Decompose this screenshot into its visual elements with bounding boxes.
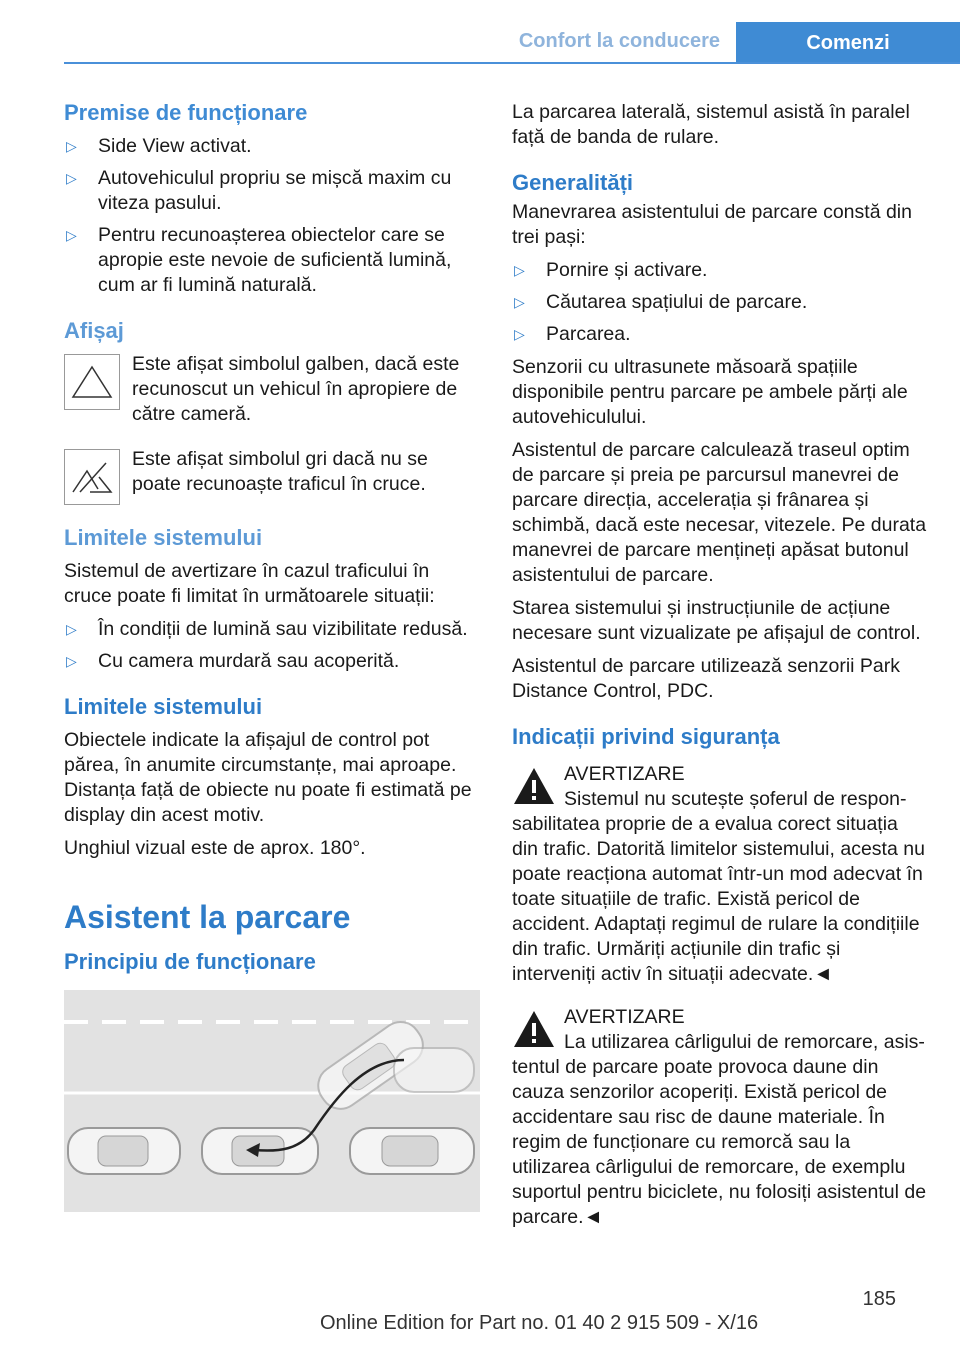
triangle-bullet-icon: ▷ (66, 653, 77, 669)
paragraph-route: Asistentul de parcare calculează traseul optim de parcare și preia pe parcursul manevrei de parcare direcția, accelerația și frânarea și schimbă, dacă este necesar, vitezele. Pe durata manevrei de parcare mențineți apăsat butonul asistentului de parcare. (512, 439, 927, 586)
crossed-triangle-symbol-icon (64, 449, 120, 505)
header-rule (64, 62, 960, 64)
list-item: ▷ Pornire și activare. (514, 259, 708, 281)
premise-title: Premise de funcționare (64, 100, 308, 125)
intro-paragraph: La parcarea laterală, sistemul asistă în paralel față de banda de rulare. (512, 101, 910, 148)
page-header (0, 22, 960, 62)
list-item: ▷ În condiții de lumină sau vizibilitate redusă. (66, 618, 468, 640)
warning-title: AVERTIZARE (564, 1006, 685, 1028)
safety-title: Indicații privind siguranța (512, 724, 780, 749)
triangle-bullet-icon: ▷ (514, 326, 525, 342)
parked-car-left (68, 1128, 180, 1174)
warning-first-line: La utilizarea cârligului de remorcare, asis- (564, 1031, 925, 1053)
limits-list (64, 617, 482, 674)
edition-text: Online Edition for Part no. 01 40 2 915 509 - X/16 (320, 1312, 759, 1334)
general-list (512, 258, 928, 347)
warning-text: sabilitatea proprie de a evalua corect situația din trafic. Datorită limitelor sistemului, acesta nu poate reacționa automat într-un mod adecvat în toate situațiile de trafic. Există pericol de accident. Adaptați regimul de rulare la condițiile din trafic. Urmăriți acțiunile din trafic și interveniți activ în situații adecvate.◄ (512, 813, 925, 985)
paragraph-status: Starea sistemului și instrucțiunile de acțiune necesare sunt vizualizate pe afișajul de control. (512, 597, 921, 644)
page-footer (0, 1286, 960, 1346)
triangle-bullet-icon: ▷ (514, 262, 525, 278)
limits-paragraph-2: Unghiul vizual este de aprox. 180°. (64, 837, 366, 859)
limits-intro: Sistemul de avertizare în cazul traficului în cruce poate fi limitat în următoarele situații: (64, 560, 435, 607)
list-item: ▷ Căutarea spațiului de parcare. (514, 291, 808, 313)
symbol-row-gray (64, 447, 482, 505)
main-title: Asistent la parcare (64, 899, 351, 935)
warning-icon (512, 766, 556, 806)
list-item: ▷ Autovehiculul propriu se mișcă maxim cu viteza pasului. (66, 167, 452, 214)
afisaj-title: Afișaj (64, 318, 124, 343)
principle-title: Principiu de funcționare (64, 949, 316, 974)
paragraph-pdc: Asistentul de parcare utilizează senzorii Park Distance Control, PDC. (512, 655, 901, 702)
warning-first-line: Sistemul nu scutește șoferul de respon- (564, 788, 907, 810)
warning-block-1 (512, 762, 928, 987)
list-item: ▷ Side View activat. (66, 135, 252, 157)
triangle-bullet-icon: ▷ (514, 294, 525, 310)
premise-list (64, 134, 482, 298)
warning-text: tentul de parcare poate provoca daune din cauza senzorilor acoperiți. Există pericol de accidentare sau risc de daune materiale. În regim de funcționare cu remorcă sau la utilizarea cârligului de remorcare, de exemplu suportul pentru biciclete, nu folosiți asistentul de parcare.◄ (512, 1056, 927, 1228)
header-tab: Comenzi (736, 22, 960, 62)
triangle-bullet-icon: ▷ (66, 170, 77, 186)
limits-title-1: Limitele sistemului (64, 525, 263, 550)
warning-block-2 (512, 1005, 928, 1230)
list-item: ▷ Parcarea. (514, 323, 631, 345)
triangle-bullet-icon: ▷ (66, 227, 77, 243)
limits-paragraph-1: Obiectele indicate la afișajul de control pot părea, în anumite circumstanțe, mai aproape. Distanța față de obiecte nu poate fi estimată pe display din acest motiv. (64, 729, 472, 826)
parked-car-right (350, 1128, 474, 1174)
symbol-gray-text: Este afișat simbolul gri dacă nu se poate recunoaște traficul în cruce. (132, 448, 428, 495)
warning-icon (512, 1009, 556, 1049)
warning-triangle-symbol-icon (64, 354, 120, 410)
limits-title-2: Limitele sistemului (64, 694, 263, 719)
general-title: Generalități (512, 170, 634, 195)
triangle-bullet-icon: ▷ (66, 138, 77, 154)
list-item: ▷ Pentru recunoașterea obiectelor care se apropie este nevoie de suficientă lumină, cum ar fi lumină naturală. (66, 224, 452, 296)
symbol-row-yellow (64, 352, 482, 427)
warning-title: AVERTIZARE (564, 763, 685, 785)
triangle-bullet-icon: ▷ (66, 621, 77, 637)
header-section: Confort la conducere (518, 30, 720, 52)
general-intro: Manevrarea asistentului de parcare constă din trei pași: (512, 201, 912, 248)
parking-illustration (64, 990, 480, 1212)
paragraph-sensors: Senzorii cu ultrasunete măsoară spațiile disponibile pentru parcare pe ambele părți ale autovehiculului. (512, 356, 908, 428)
symbol-yellow-text: Este afișat simbolul galben, dacă este recunoscut un vehicul în apropiere de către cameră. (132, 353, 460, 425)
right-column (512, 100, 928, 1248)
list-item: ▷ Cu camera murdară sau acoperită. (66, 650, 400, 672)
ghost-car-top (394, 1048, 474, 1092)
left-column (64, 100, 482, 1212)
page-number: 185 (862, 1288, 896, 1310)
